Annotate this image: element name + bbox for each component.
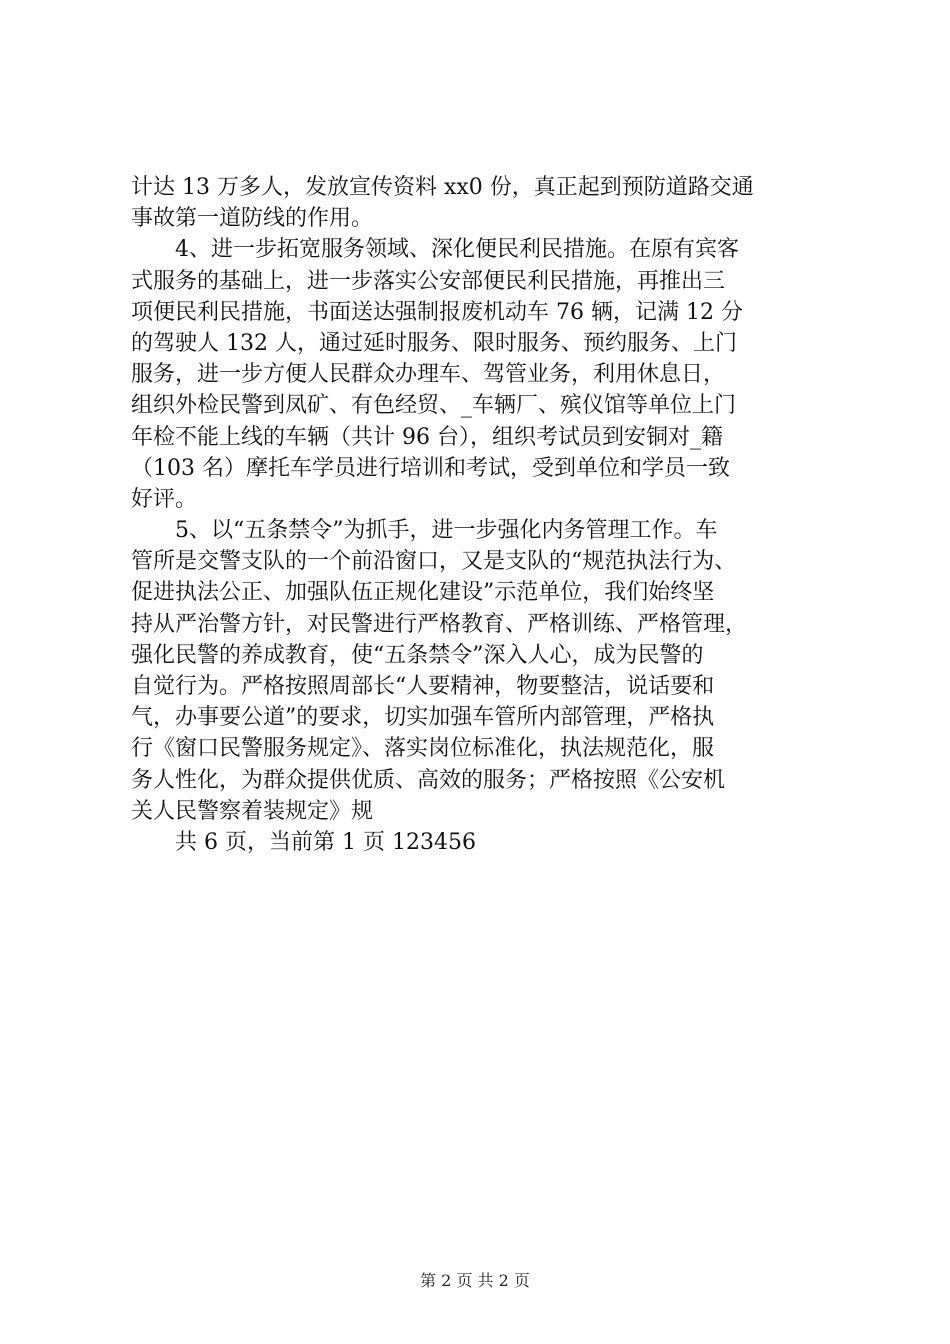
text-line: 计达 13 万多人，发放宣传资料 xx0 份，真正起到预防道路交通 bbox=[131, 175, 754, 200]
document-body bbox=[131, 172, 836, 858]
text-line: 年检不能上线的车辆（共计 96 台），组织考试员到安铜对_籍 bbox=[131, 424, 723, 450]
text-line: 强化民警的养成教育，使“五条禁令”深入人心，成为民警的 bbox=[131, 642, 704, 668]
page-footer: 第 2 页 共 2 页 bbox=[420, 1271, 530, 1290]
text-line: 促进执法公正、加强队伍正规化建设”示范单位，我们始终坚 bbox=[131, 580, 715, 606]
text-line: 4、进一步拓宽服务领域、深化便民利民措施。在原有宾客 bbox=[131, 237, 739, 263]
text-line: 关人民警察着装规定》规 bbox=[131, 798, 374, 824]
text-line: 持从严治警方针，对民警进行严格教育、严格训练、严格管理， bbox=[131, 611, 748, 637]
text-line: 项便民利民措施，书面送达强制报废机动车 76 辆，记满 12 分 bbox=[131, 299, 743, 325]
text-line: 服务，进一步方便人民群众办理车、驾管业务，利用休息日， bbox=[131, 362, 726, 388]
text-line: 务人性化，为群众提供优质、高效的服务；严格按照《公安机 bbox=[131, 767, 726, 793]
text-line: 自觉行为。严格按照周部长“人要精神，物要整洁，说话要和 bbox=[131, 674, 715, 699]
text-line: 事故第一道防线的作用。 bbox=[131, 206, 374, 232]
text-line: 5、以“五条禁令”为抓手，进一步强化内务管理工作。车 bbox=[131, 518, 718, 544]
text-line: （103 名）摩托车学员进行培训和考试，受到单位和学员一致 bbox=[131, 455, 730, 481]
text-line: 行《窗口民警服务规定》、落实岗位标准化，执法规范化，服 bbox=[131, 736, 715, 762]
text-line: 管所是交警支队的一个前沿窗口，又是支队的“规范执法行为、 bbox=[131, 549, 737, 575]
text-line: 好评。 bbox=[131, 486, 198, 512]
text-line: 气，办事要公道”的要求，切实加强车管所内部管理，严格执 bbox=[131, 705, 715, 731]
text-line: 组织外检民警到凤矿、有色经贸、_车辆厂、殡仪馆等单位上门 bbox=[131, 393, 737, 419]
text-line: 式服务的基础上，进一步落实公安部便民利民措施，再推出三 bbox=[131, 268, 726, 294]
text-line: 的驾驶人 132 人，通过延时服务、限时服务、预约服务、上门 bbox=[131, 330, 737, 356]
pagination-text: 共 6 页，当前第 1 页 123456 bbox=[131, 829, 476, 855]
